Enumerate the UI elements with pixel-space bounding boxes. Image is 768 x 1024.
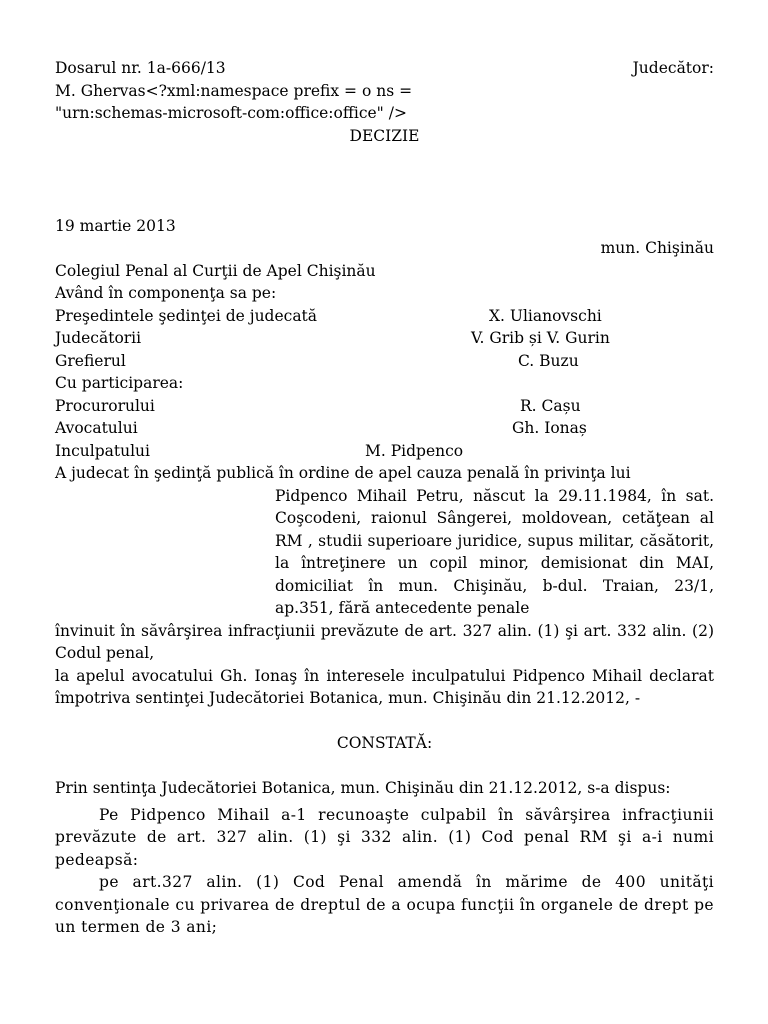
panel-role: Judecătorii [55, 329, 142, 347]
body-paragraph-2: pe art.327 alin. (1) Cod Penal amendă în mărime de 400 unităţi convenţionale cu privarea de dreptul de a ocupa funcţii în organele de drept pe un termen de 3 ani; [55, 873, 714, 936]
participant-row-prosecutor [55, 395, 714, 418]
participant-row-defendant [55, 440, 714, 463]
participant-name: Gh. Ionaș [512, 419, 587, 437]
panel-role: Grefierul [55, 351, 126, 370]
panel-row-judges [55, 327, 714, 350]
participant-name: R. Cașu [520, 396, 581, 415]
charge-text: învinuit în săvârşirea infracţiunii prevăzute de art. 327 alin. (1) şi art. 332 alin. (2) Codul penal, [55, 621, 714, 662]
panel-name: X. Ulianovschi [489, 306, 602, 325]
participant-role: Procurorului [55, 396, 155, 415]
panel-row-clerk [55, 350, 714, 373]
document-page [55, 57, 714, 939]
constata-heading: CONSTATĂ: [336, 734, 433, 752]
case-number: Dosarul nr. 1a-666/13 [55, 59, 226, 77]
panel-name: V. Grib și V. Gurin [471, 329, 610, 347]
participation-intro: Cu participarea: [55, 374, 184, 392]
place-row [55, 237, 714, 260]
panel-row-president [55, 305, 714, 328]
defendant-details: Pidpenco Mihail Petru, născut la 29.11.1984, în sat. Coşcodeni, raionul Sângerei, moldovean, cetăţean al RM , studii superioare juridice, supus militar, căsătorit, la întreţinere un copil minor, demisionat din MAI, domiciliat în mun. Chişinău, b-dul. Traian, 23/1, ap.351, fără antecedente penale [275, 486, 714, 617]
panel-role: Preşedintele şedinţei de judecată [55, 306, 318, 325]
decision-date: 19 martie 2013 [55, 216, 176, 235]
appeal-text: la apelul avocatului Gh. Ionaş în interesele inculpatului Pidpenco Mihail declarat împotriva sentinţei Judecătoriei Botanica, mun. Chişinău din 21.12.2012, - [55, 666, 714, 707]
document-title: DECIZIE [349, 126, 420, 145]
body-paragraph-1: Pe Pidpenco Mihail a-1 recunoaşte culpabil în săvârşirea infracţiunii prevăzute de art. 327 alin. (1) şi 332 alin. (1) Cod penal RM şi a-i numi pedeapsă: [55, 805, 714, 869]
court-name: Colegiul Penal al Curţii de Apel Chişinău [55, 261, 376, 280]
participant-role: Inculpatului [55, 441, 150, 460]
judged-line: A judecat în şedinţă publică în ordine de apel cauza penală în privinţa lui [55, 464, 631, 482]
composition-intro: Având în componenţa sa pe: [55, 284, 277, 302]
participant-role: Avocatului [55, 419, 138, 437]
panel-name: C. Buzu [518, 351, 579, 370]
body-intro: Prin sentinţa Judecătoriei Botanica, mun. Chişinău din 21.12.2012, s-a dispus: [55, 779, 671, 797]
participant-row-lawyer [55, 417, 714, 440]
decision-place: mun. Chişinău [600, 239, 714, 257]
judge-line-1: M. Ghervas<?xml:namespace prefix = o ns = [55, 81, 413, 100]
judge-line-2: "urn:schemas-microsoft-com:office:office" /> [55, 104, 407, 122]
case-number-row [55, 57, 714, 80]
judge-label: Judecător: [632, 59, 714, 77]
participant-name: M. Pidpenco [365, 441, 464, 460]
